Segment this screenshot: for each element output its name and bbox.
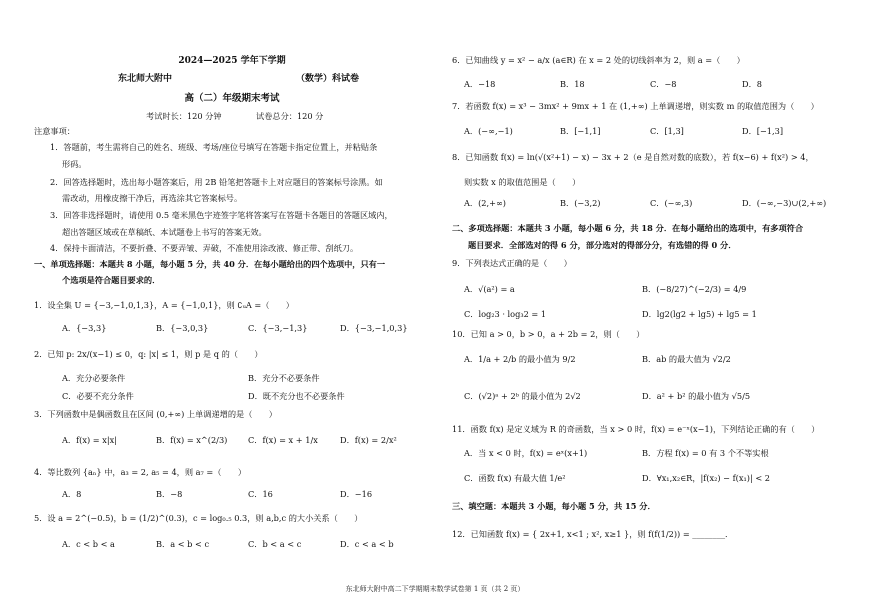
q9-option-a: A．√(a²) = a [464,284,515,294]
school-name: 东北师大附中 [118,74,173,84]
q4-option-b: B．−8 [156,489,183,499]
page-footer: 东北师大附中高二下学期期末数学试卷第 1 页（共 2 页） [345,585,525,593]
question-3-stem: 3．下列函数中是偶函数且在区间 (0,+∞) 上单调递增的是（ ） [34,409,277,419]
question-11-stem: 11．函数 f(x) 是定义域为 R 的奇函数，当 x > 0 时，f(x) = e⁻ˣ(x−1)，下列结论正确的有（ ） [452,424,820,434]
q11-option-d: D．∀x₁,x₂∈R，|f(x₂) − f(x₁)| < 2 [642,473,771,483]
q6-option-b: B．18 [560,79,585,89]
q7-option-a: A．(−∞,−1) [464,126,513,136]
subject-title: （数学）科试卷 [296,74,360,84]
q5-option-c: C．b < a < c [248,539,302,549]
question-1-stem: 1．设全集 U = {−3,−1,0,1,3}，A = {−1,0,1}，则 ∁ᵤA =（ ） [34,300,294,310]
note-line: 形码。 [62,159,87,169]
question-8-stem: 8．已知函数 f(x) = ln(√(x²+1) − x) − 3x + 2（e 是自然对数的底数），若 f(x−6) + f(x²) > 4， [452,152,814,162]
q5-option-a: A．c < b < a [62,539,115,549]
q8-option-b: B．(−3,2) [560,198,601,208]
q8-option-c: C．(−∞,3) [650,198,693,208]
q2-option-a: A．充分必要条件 [62,373,126,383]
q8-option-d: D．(−∞,−3)∪(2,+∞) [742,198,827,208]
notes-title: 注意事项： [34,126,75,136]
question-7-stem: 7．若函数 f(x) = x³ − 3mx² + 9mx + 1 在 (1,+∞) 上单调递增，则实数 m 的取值范围为（ ） [452,101,819,111]
exam-title: 高（二）年级期末考试 [184,93,280,104]
q3-option-b: B．f(x) = x^(2/3) [156,435,228,445]
note-line: 1．答题前，考生需将自己的姓名、班级、考场/座位号填写在答题卡指定位置上，并粘贴条 [50,142,378,152]
q7-option-b: B．[−1,1] [560,126,601,136]
section-1-heading-cont: 个选项是符合题目要求的． [62,275,161,285]
note-line: 3．回答非选择题时，请使用 0.5 毫米黑色字迹签字笔将答案写在答题卡各题目的答题区域内， [50,210,393,220]
q3-option-c: C．f(x) = x + 1/x [248,435,318,445]
q3-option-d: D．f(x) = 2/x² [340,435,397,445]
q10-option-a: A．1/a + 2/b 的最小值为 9/2 [464,354,576,364]
note-line: 超出答题区域或在草稿纸、本试题卷上书写的答案无效。 [62,227,267,237]
section-3-heading: 三、填空题：本题共 3 小题，每小题 5 分，共 15 分． [452,501,656,511]
q1-option-b: B．{−3,0,3} [156,323,209,333]
q9-option-c: C．log₂3 · log₃2 = 1 [464,309,547,319]
exam-total-score: 试卷总分：120 分 [256,111,324,121]
note-line: 2．回答选择题时，选出每小题答案后，用 2B 铅笔把答题卡上对应题目的答案标号涂黑。如 [50,177,383,187]
note-line: 4．保持卡面清洁，不要折叠、不要弄皱、弄破，不准使用涂改液、修正带、刮纸刀。 [50,243,359,253]
q4-option-a: A．8 [62,489,82,499]
q2-option-b: B．充分不必要条件 [248,373,320,383]
question-4-stem: 4．等比数列 {aₙ} 中，a₃ = 2, a₅ = 4，则 a₇ =（ ） [34,467,247,477]
q5-option-b: B．a < b < c [156,539,210,549]
question-9-stem: 9．下列表达式正确的是（ ） [452,258,572,268]
question-6-stem: 6．已知曲线 y = x² − a/x (a∈R) 在 x = 2 处的切线斜率为 2，则 a =（ ） [452,55,745,65]
question-2-stem: 2．已知 p: 2x/(x−1) ≤ 0，q: |x| ≤ 1，则 p 是 q 的（ ） [34,349,263,359]
section-2-heading-cont: 题目要求．全部选对的得 6 分，部分选对的得部分分，有选错的得 0 分． [468,240,737,250]
q6-option-a: A．−18 [464,79,496,89]
q7-option-d: D．[−1,3] [742,126,784,136]
q1-option-d: D．{−3,−1,0,3} [340,323,408,333]
q5-option-d: D．c < a < b [340,539,394,549]
exam-duration: 考试时长：120 分钟 [146,111,222,121]
q4-option-d: D．−16 [340,489,373,499]
q11-option-a: A．当 x < 0 时，f(x) = eˣ(x+1) [464,448,588,458]
q1-option-a: A．{−3,3} [62,323,107,333]
q10-option-d: D．a² + b² 的最小值为 √5/5 [642,391,751,401]
q6-option-d: D．8 [742,79,762,89]
q8-option-a: A．(2,+∞) [464,198,506,208]
question-12-stem: 12．已知函数 f(x) = { 2x+1, x<1 ; x², x≥1 }，则 f(f(1/2)) = ________． [452,529,734,539]
q1-option-c: C．{−3,−1,3} [248,323,308,333]
q9-option-b: B．(−8/27)^(−2/3) = 4/9 [642,284,747,294]
q7-option-c: C．[1,3] [650,126,684,136]
q11-option-c: C．函数 f(x) 有最大值 1/e² [464,473,566,483]
note-line: 需改动，用橡皮擦干净后，再选涂其它答案标号。 [62,193,243,203]
section-2-heading: 二、多项选择题：本题共 3 小题，每小题 6 分，共 18 分．在每小题给出的选项中，有多项符合 [452,223,804,233]
q10-option-b: B．ab 的最大值为 √2/2 [642,354,731,364]
q11-option-b: B．方程 f(x) = 0 有 3 个不等实根 [642,448,769,458]
question-10-stem: 10．已知 a > 0，b > 0，a + 2b = 2，则（ ） [452,329,645,339]
q10-option-c: C．(√2)ᵃ + 2ᵇ 的最小值为 2√2 [464,391,581,401]
q6-option-c: C．−8 [650,79,677,89]
section-1-heading: 一、单项选择题：本题共 8 小题，每小题 5 分，共 40 分．在每小题给出的四个选项中，只有一 [34,259,386,269]
q9-option-d: D．lg2(lg2 + lg5) + lg5 = 1 [642,309,757,319]
exam-year: 2024—2025 学年下学期 [178,56,286,66]
q2-option-c: C．必要不充分条件 [62,391,134,401]
question-5-stem: 5．设 a = 2^(−0.5)，b = (1/2)^(0.3)，c = log₀.₅ 0.3，则 a,b,c 的大小关系（ ） [34,513,363,523]
q3-option-a: A．f(x) = x|x| [62,435,117,445]
q2-option-d: D．既不充分也不必要条件 [248,391,345,401]
question-8-stem-cont: 则实数 x 的取值范围是（ ） [464,177,581,187]
q4-option-c: C．16 [248,489,273,499]
